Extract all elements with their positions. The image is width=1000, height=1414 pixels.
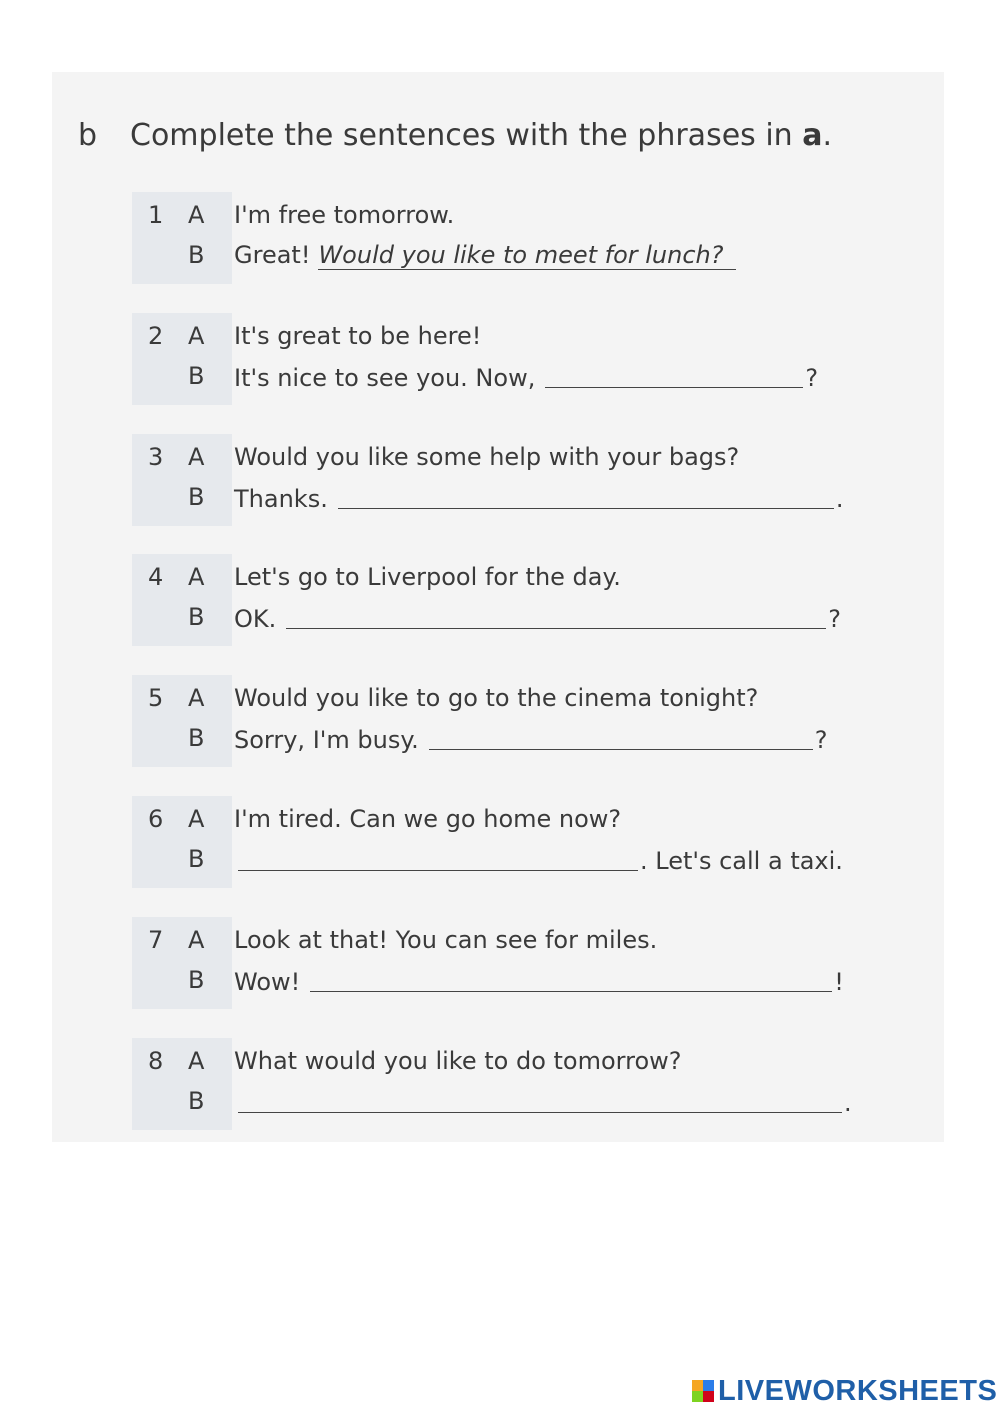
- speaker-b-suffix: .: [835, 485, 844, 513]
- speaker-b-text: [234, 963, 844, 999]
- answer-blank[interactable]: [545, 361, 803, 388]
- speaker-b-prefix: Thanks.: [234, 485, 328, 513]
- speaker-a-text: I'm tired. Can we go home now?: [234, 805, 622, 833]
- item-number: 8: [148, 1047, 164, 1075]
- line-b: [132, 238, 862, 272]
- liveworksheets-icon: [692, 1380, 714, 1402]
- speaker-b-suffix: !: [834, 968, 844, 996]
- item-number: 5: [148, 684, 164, 712]
- speaker-a-text: Look at that! You can see for miles.: [234, 926, 658, 954]
- speaker-b-prefix: It's nice to see you. Now,: [234, 364, 536, 392]
- line-b: [132, 1084, 862, 1118]
- speaker-b-text: [234, 480, 843, 516]
- speaker-a-text: What would you like to do tomorrow?: [234, 1047, 682, 1075]
- speaker-b-label: B: [188, 362, 205, 390]
- speaker-a-label: A: [188, 443, 205, 471]
- line-a: [132, 560, 862, 594]
- speaker-b-label: B: [188, 1087, 205, 1115]
- speaker-a-text: Would you like some help with your bags?: [234, 443, 740, 471]
- example-answer: Would you like to meet for lunch?: [318, 241, 735, 270]
- speaker-b-label: B: [188, 483, 205, 511]
- logo-text: LIVEWORKSHEETS: [718, 1374, 998, 1407]
- speaker-b-suffix: ?: [828, 605, 842, 633]
- dialogue-item-3: [132, 434, 862, 526]
- line-a: [132, 440, 862, 474]
- speaker-a-label: A: [188, 563, 205, 591]
- item-number: 7: [148, 926, 164, 954]
- speaker-a-label: A: [188, 926, 205, 954]
- answer-blank[interactable]: [338, 482, 834, 509]
- speaker-b-suffix: . Let's call a taxi.: [640, 847, 843, 875]
- speaker-a-text: I'm free tomorrow.: [234, 201, 455, 229]
- item-number: 3: [148, 443, 164, 471]
- speaker-b-label: B: [188, 603, 205, 631]
- line-b: [132, 480, 862, 514]
- exercise-heading-end: .: [822, 118, 832, 153]
- exercise-heading: [78, 118, 832, 153]
- exercise-instruction: Complete the sentences with the phrases in: [130, 118, 803, 153]
- answer-blank[interactable]: [238, 844, 638, 871]
- line-b: [132, 842, 862, 876]
- speaker-b-suffix: .: [844, 1089, 852, 1117]
- dialogue-item-1: [132, 192, 862, 284]
- line-b: [132, 600, 862, 634]
- dialogue-item-5: [132, 675, 862, 767]
- speaker-b-prefix: OK.: [234, 605, 277, 633]
- speaker-b-label: B: [188, 966, 205, 994]
- speaker-b-label: B: [188, 845, 205, 873]
- speaker-b-text: [234, 842, 843, 878]
- answer-blank[interactable]: [429, 723, 813, 750]
- speaker-b-text: [234, 721, 827, 757]
- line-a: [132, 923, 862, 957]
- line-a: [132, 681, 862, 715]
- speaker-b-text: [234, 238, 736, 272]
- line-b: [132, 963, 862, 997]
- exercise-reference: a: [802, 118, 823, 153]
- speaker-b-prefix: Great!: [234, 241, 311, 269]
- speaker-a-label: A: [188, 201, 205, 229]
- speaker-a-label: A: [188, 1047, 205, 1075]
- answer-blank[interactable]: [310, 965, 832, 992]
- exercise-letter: b: [78, 118, 98, 153]
- speaker-b-text: [234, 600, 841, 636]
- dialogue-item-7: [132, 917, 862, 1009]
- answer-blank[interactable]: [286, 602, 826, 629]
- speaker-a-text: It's great to be here!: [234, 322, 482, 350]
- speaker-b-text: [234, 359, 818, 395]
- dialogue-item-6: [132, 796, 862, 888]
- speaker-b-label: B: [188, 724, 205, 752]
- speaker-a-label: A: [188, 684, 205, 712]
- item-number: 4: [148, 563, 164, 591]
- dialogue-item-8: [132, 1038, 862, 1130]
- line-a: [132, 198, 862, 232]
- speaker-b-suffix: ?: [805, 364, 819, 392]
- line-a: [132, 1044, 862, 1078]
- line-b: [132, 721, 862, 755]
- speaker-a-label: A: [188, 805, 205, 833]
- speaker-b-prefix: Sorry, I'm busy.: [234, 726, 419, 754]
- speaker-b-suffix: ?: [814, 726, 828, 754]
- answer-blank[interactable]: [238, 1086, 842, 1113]
- liveworksheets-logo[interactable]: [692, 1374, 997, 1408]
- speaker-b-text: [234, 1084, 852, 1120]
- line-a: [132, 319, 862, 353]
- dialogue-item-4: [132, 554, 862, 646]
- item-number: 1: [148, 201, 164, 229]
- item-number: 2: [148, 322, 164, 350]
- speaker-a-text: Let's go to Liverpool for the day.: [234, 563, 621, 591]
- dialogue-item-2: [132, 313, 862, 405]
- speaker-b-prefix: Wow!: [234, 968, 301, 996]
- speaker-a-label: A: [188, 322, 205, 350]
- line-a: [132, 802, 862, 836]
- speaker-b-label: B: [188, 241, 205, 269]
- speaker-a-text: Would you like to go to the cinema tonight?: [234, 684, 759, 712]
- item-number: 6: [148, 805, 164, 833]
- line-b: [132, 359, 862, 393]
